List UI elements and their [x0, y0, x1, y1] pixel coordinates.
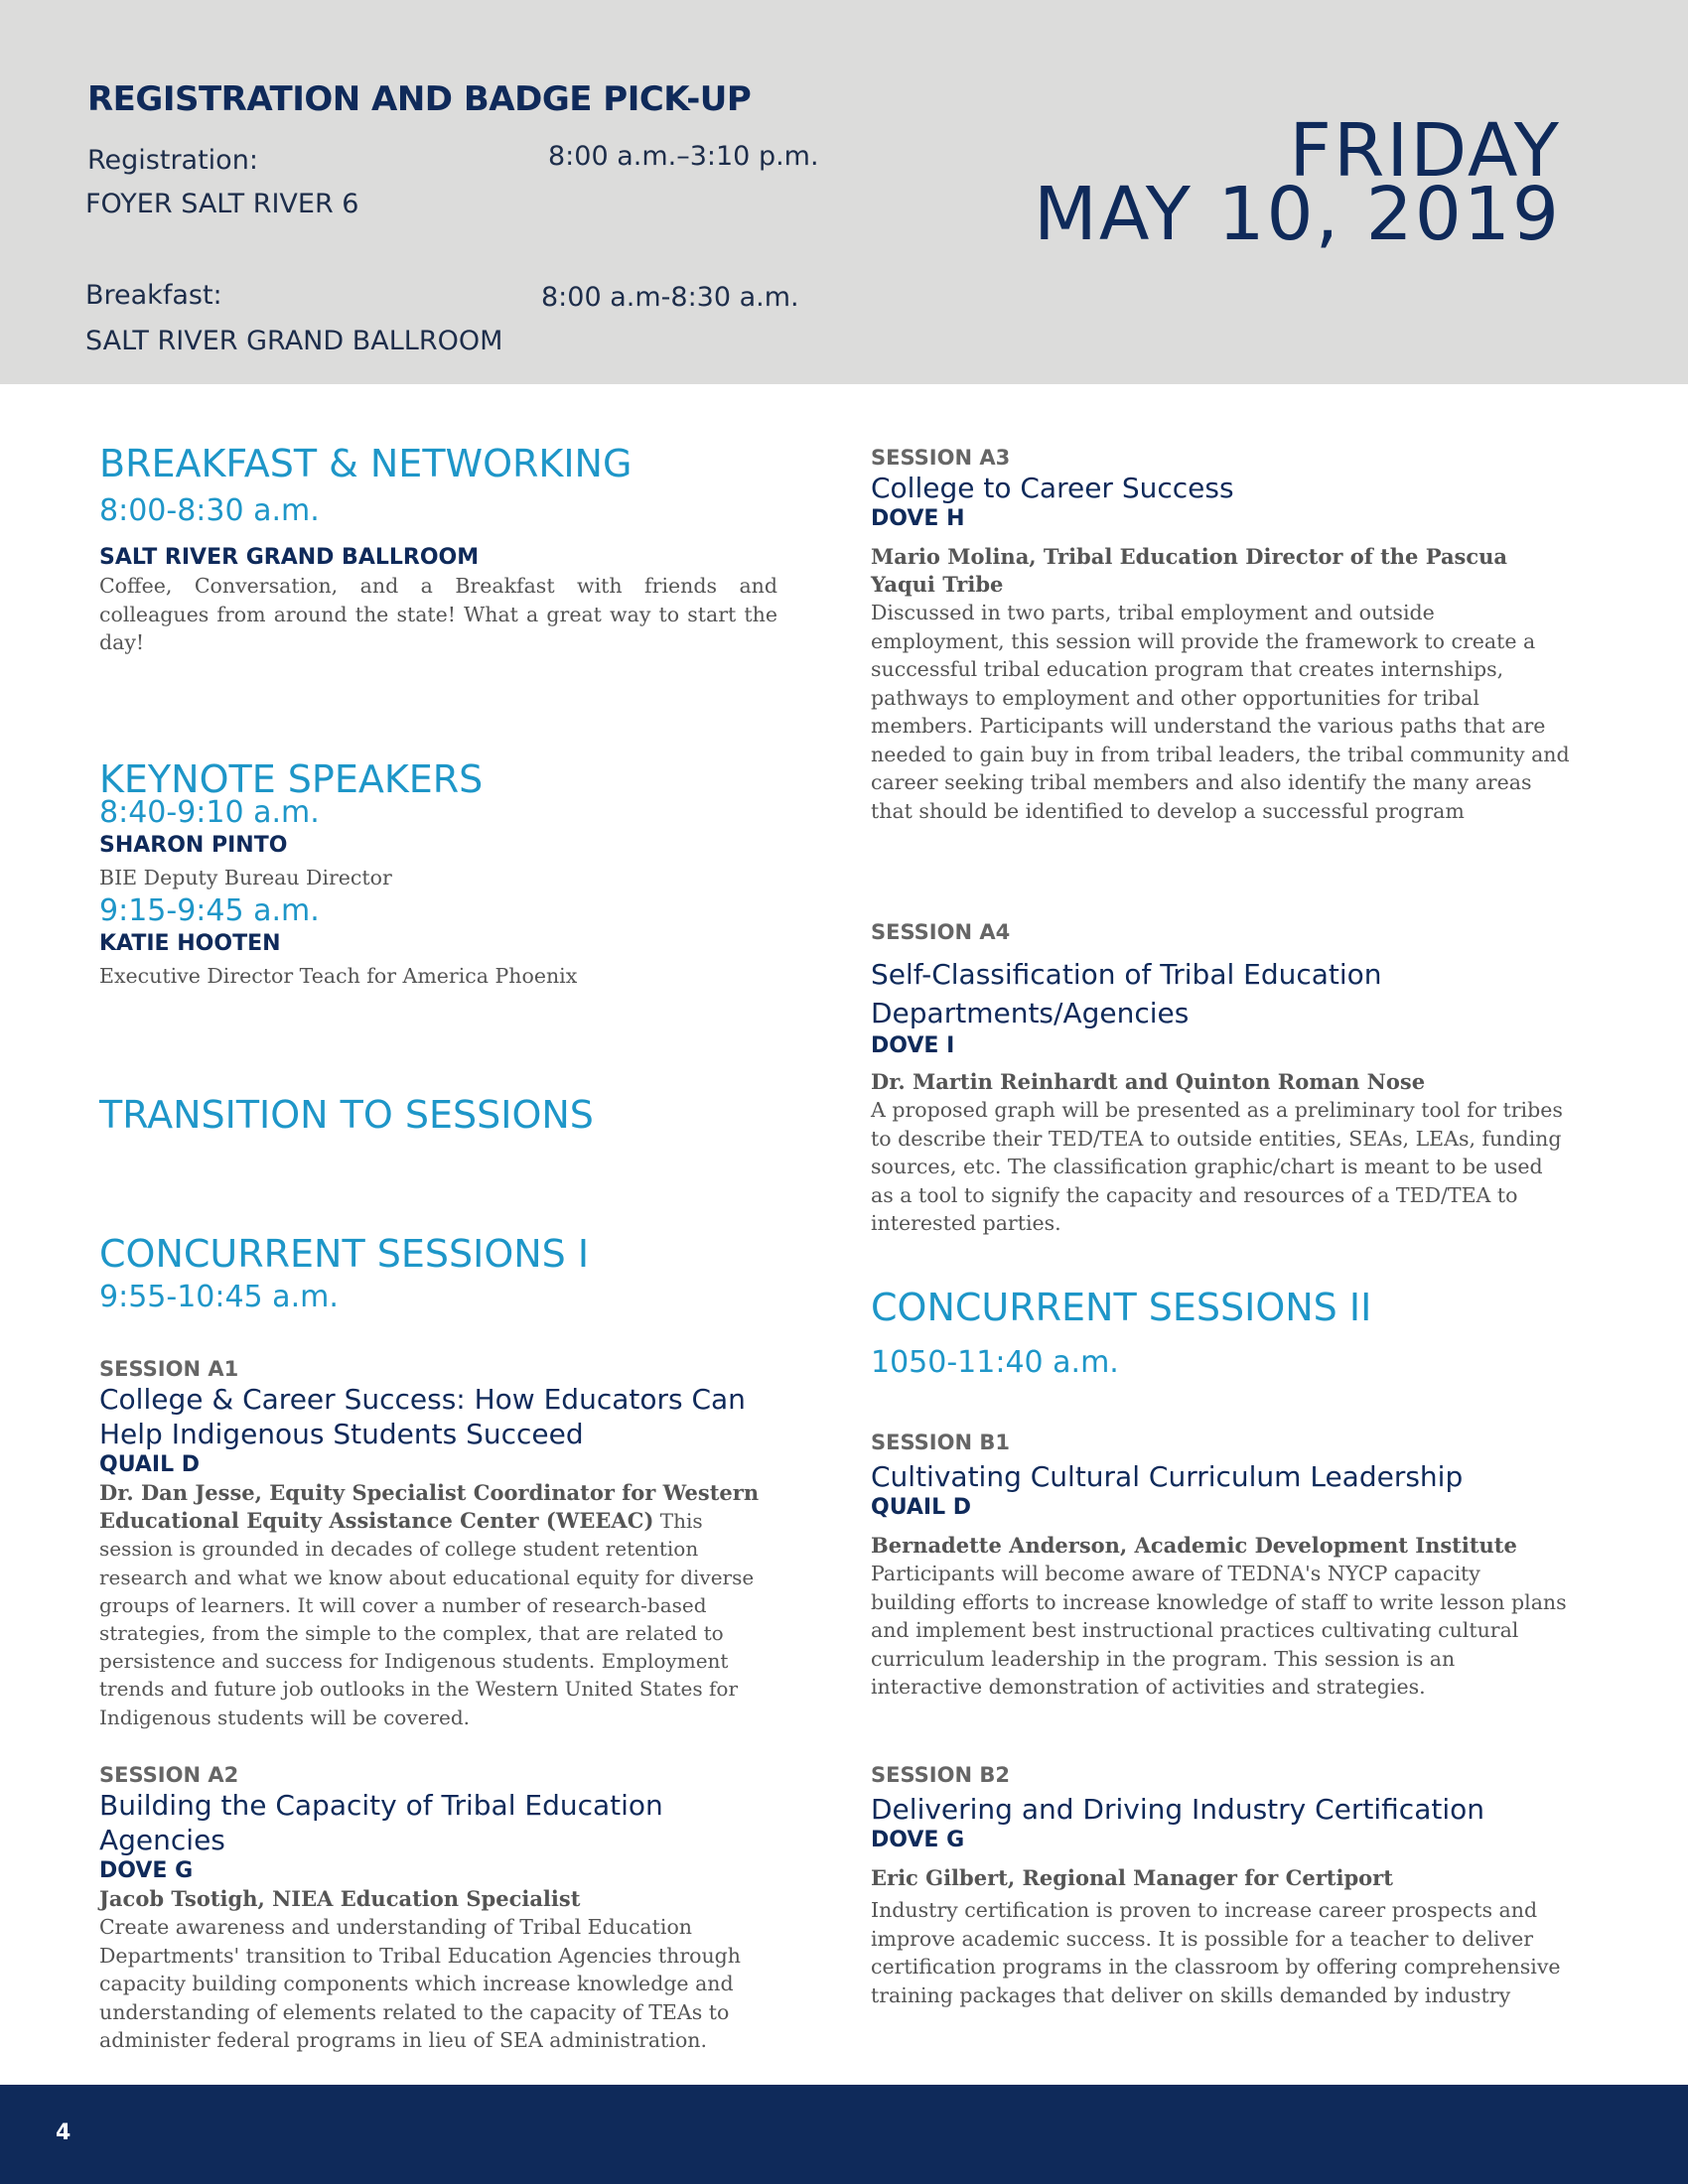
keynote-role-2: Executive Director Teach for America Phoenix [99, 963, 578, 988]
event-day: FRIDAY [1289, 108, 1561, 194]
event-date [1034, 108, 1561, 257]
session-b2-speaker: Eric Gilbert, Regional Manager for Certiport [871, 1865, 1393, 1890]
session-a3-location: DOVE H [871, 506, 965, 531]
session-b2-title: Delivering and Driving Industry Certification [871, 1793, 1484, 1826]
keynote-heading: KEYNOTE SPEAKERS [99, 757, 484, 801]
registration-label: Registration: [87, 145, 258, 176]
header-band [0, 0, 1688, 384]
breakfast-section [99, 441, 777, 657]
session-a1-title: College & Career Success: How Educators Can Help Indigenous Students Succeed [99, 1383, 746, 1450]
keynote-time-2: 9:15-9:45 a.m. [99, 892, 320, 928]
session-a1-label: SESSION A1 [99, 1357, 239, 1381]
session-a4-label: SESSION A4 [871, 920, 1011, 944]
session-a1-body: This session is grounded in decades of college student retention research and what we know about educational equity for diverse groups of learners. It will cover a number of research-based strategies, from the simple to the complex, that are related to persistence and success for Indigenous students. Employment trends and future job outlooks in the Western United States for Indigenous students will be covered. [99, 1509, 755, 1729]
breakfast-label: Breakfast: [85, 280, 222, 311]
session-a3-speaker: Mario Molina, Tribal Education Director of the Pascua Yaqui Tribe [871, 544, 1508, 597]
session-a4-title: Self-Classification of Tribal Education Departments/Agencies [871, 958, 1382, 1029]
session-a2-description: Create awareness and understanding of Tribal Education Departments' transition to Tribal Education Agencies through capacity building components which increase knowledge and understanding of elements related to the capacity of TEAs to administer federal programs in lieu of SEA administration. [99, 1915, 742, 2052]
concurrent-1-section [99, 1231, 777, 1316]
session-a1-speaker: Dr. Dan Jesse, Equity Specialist Coordinator for Western Educational Equity Assistance Center (WEEAC) [99, 1480, 760, 1534]
transition-heading: TRANSITION TO SESSIONS [99, 1093, 594, 1137]
breakfast-time: 8:00 a.m-8:30 a.m. [541, 282, 799, 313]
session-b2-location: DOVE G [871, 1828, 965, 1852]
session-b1 [871, 1430, 1571, 1702]
concurrent-2-heading: CONCURRENT SESSIONS II [871, 1286, 1372, 1329]
keynote-time-1: 8:40-9:10 a.m. [99, 795, 320, 830]
session-a2-title: Building the Capacity of Tribal Education Agencies [99, 1789, 663, 1856]
session-a4-speaker: Dr. Martin Reinhardt and Quinton Roman Nose [871, 1069, 1426, 1094]
session-b1-description: Participants will become aware of TEDNA's NYCP capacity building efforts to increase knowledge of staff to write lesson plans and implement best instructional practices cultivating cultural curriculum leadership in the program. This session is an interactive demonstration of activities and strategies. [871, 1562, 1567, 1699]
session-b1-location: QUAIL D [871, 1495, 972, 1520]
concurrent-2-time: 1050-11:40 a.m. [871, 1345, 1119, 1380]
breakfast-time: 8:00-8:30 a.m. [99, 493, 320, 528]
breakfast-location: SALT RIVER GRAND BALLROOM [85, 326, 503, 356]
keynote-role-1: BIE Deputy Bureau Director [99, 866, 392, 889]
breakfast-heading: BREAKFAST & NETWORKING [99, 442, 633, 485]
session-a3-title: College to Career Success [871, 472, 1234, 504]
session-a3 [871, 445, 1571, 825]
concurrent-2-section [871, 1285, 1571, 1382]
session-a3-label: SESSION A3 [871, 446, 1011, 470]
session-a1-description [99, 1479, 774, 1731]
event-date-text: MAY 10, 2019 [1034, 172, 1561, 257]
session-a1-location: QUAIL D [99, 1452, 201, 1477]
session-a2-label: SESSION A2 [99, 1763, 239, 1787]
session-b2-description: Industry certification is proven to increase career prospects and improve academic success. It is possible for a teacher to deliver certification programs in the classroom by offering comprehensive training packages that deliver on skills demanded by industry [871, 1898, 1561, 2007]
breakfast-location: SALT RIVER GRAND BALLROOM [99, 545, 480, 570]
session-a4-description: A proposed graph will be presented as a preliminary tool for tribes to describe their TED/TEA to outside entities, SEAs, LEAs, funding sources, etc. The classification graphic/chart is meant to be used as a tool to signify the capacity and resources of a TED/TEA to interested parties. [871, 1098, 1563, 1235]
registration-time: 8:00 a.m.–3:10 p.m. [548, 141, 819, 172]
session-a2-speaker: Jacob Tsotigh, NIEA Education Specialist [99, 1886, 581, 1911]
keynote-speaker-1: SHARON PINTO [99, 833, 288, 858]
keynote-section [99, 756, 777, 990]
page-number: 4 [56, 2120, 71, 2145]
session-a4 [871, 919, 1571, 1238]
session-a2 [99, 1762, 774, 2055]
session-a1 [99, 1356, 774, 1731]
session-b1-speaker: Bernadette Anderson, Academic Development Institute [871, 1533, 1517, 1558]
session-a3-description: Discussed in two parts, tribal employment and outside employment, this session will provide the framework to create a successful tribal education program that creates internships, pathways to employment and other opportunities for tribal members. Participants will understand the various paths that are needed to gain buy in from tribal leaders, the tribal community and career seeking tribal members and also identify the many areas that should be identified to develop a successful program [871, 601, 1570, 823]
session-a2-location: DOVE G [99, 1858, 194, 1883]
concurrent-1-time: 9:55-10:45 a.m. [99, 1280, 339, 1314]
session-b2 [871, 1762, 1571, 2009]
registration-title: REGISTRATION AND BADGE PICK-UP [87, 79, 752, 119]
session-b2-label: SESSION B2 [871, 1763, 1010, 1787]
concurrent-1-heading: CONCURRENT SESSIONS I [99, 1232, 590, 1276]
session-b1-label: SESSION B1 [871, 1431, 1010, 1454]
session-b1-title: Cultivating Cultural Curriculum Leadership [871, 1460, 1464, 1493]
breakfast-description: Coffee, Conversation, and a Breakfast with friends and colleagues from around the state! What a great way to start the day! [99, 574, 777, 654]
footer-band [0, 2085, 1688, 2184]
keynote-speaker-2: KATIE HOOTEN [99, 930, 281, 956]
session-a4-location: DOVE I [871, 1033, 955, 1058]
transition-section [99, 1092, 777, 1138]
registration-location: FOYER SALT RIVER 6 [85, 189, 359, 219]
